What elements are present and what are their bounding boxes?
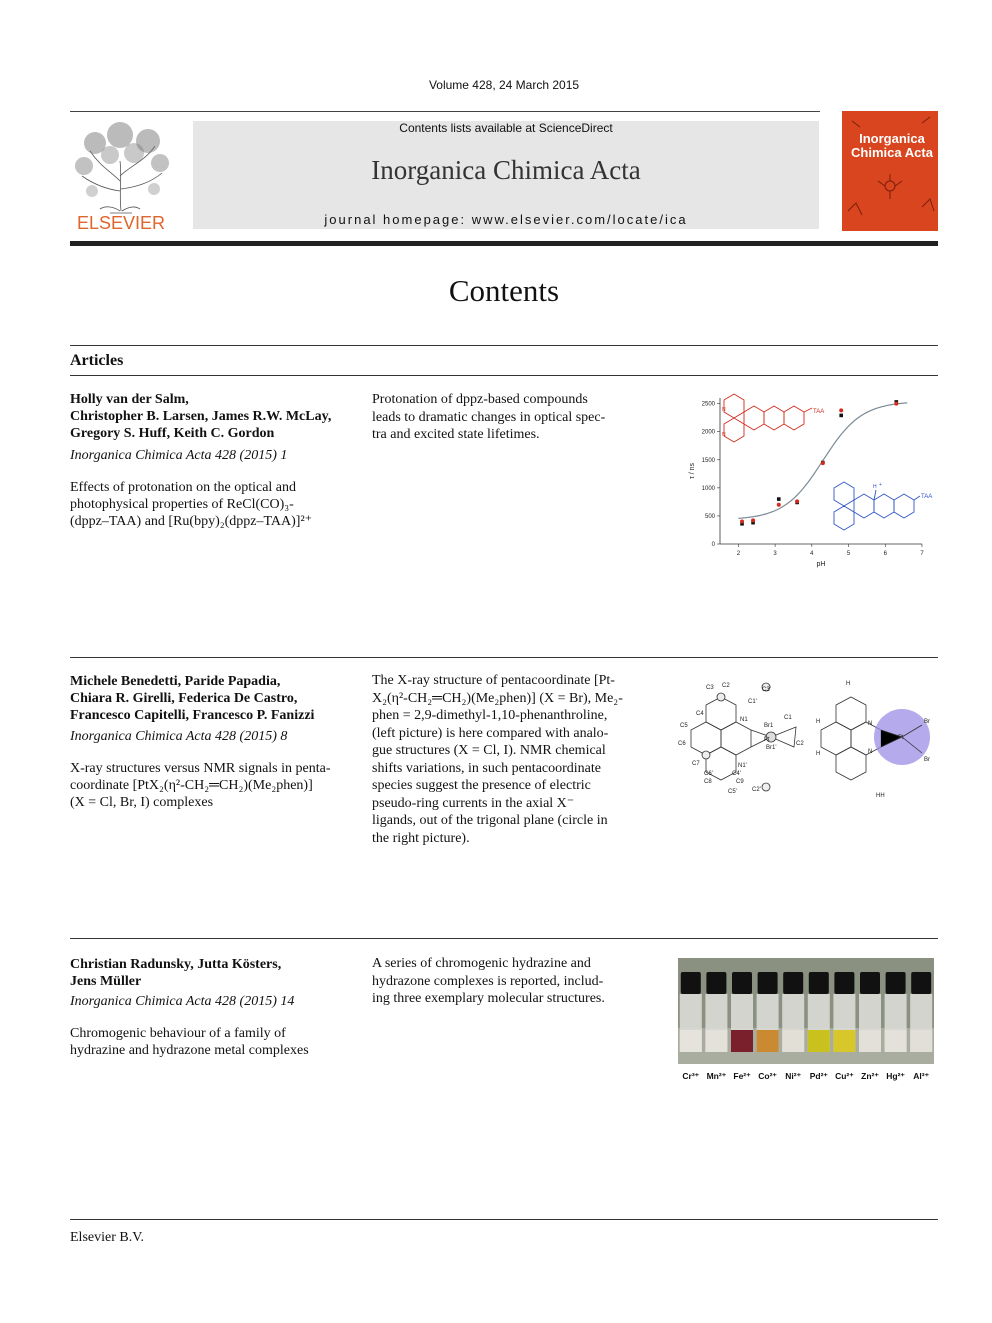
vial-cap xyxy=(706,972,726,994)
vial-liquid xyxy=(885,1030,907,1052)
article-2-citation[interactable]: Inorganica Chimica Acta 428 (2015) 8 xyxy=(70,729,288,744)
ion-label: Mn²⁺ xyxy=(706,1071,727,1081)
article-rule-3 xyxy=(70,938,938,939)
x-tick-label: 4 xyxy=(810,551,814,557)
article-3-title[interactable]: Chromogenic behaviour of a family of hydrazine and hydrazone metal complexes xyxy=(70,1026,309,1058)
vial-cap xyxy=(860,972,880,994)
structure-blue-plus: + xyxy=(879,482,882,488)
article-3-citation[interactable]: Inorganica Chimica Acta 428 (2015) 14 xyxy=(70,994,295,1009)
article-1-citation[interactable]: Inorganica Chimica Acta 428 (2015) 1 xyxy=(70,448,288,463)
ortep-label-left: C1 xyxy=(784,715,792,721)
vials-photo xyxy=(678,958,934,1086)
vial-liquid xyxy=(680,1030,702,1052)
vial-liquid xyxy=(833,1030,855,1052)
structure-blue-taa: TAA xyxy=(921,494,933,500)
x-tick-label: 6 xyxy=(883,551,887,557)
journal-title: Inorganica Chimica Acta xyxy=(371,155,641,185)
article-2-title[interactable]: X-ray structures versus NMR signals in penta- coordinate [PtX₂(η²-CH₂═CH₂)(Me₂phen)] (X = Cl, Br, I) complexes xyxy=(70,761,331,810)
vial-cap xyxy=(886,972,906,994)
ortep-label-left: C2' xyxy=(752,787,761,793)
article-1-authors: Holly van der Salm, Christopher B. Larsen, James R.W. McLay, Gregory S. Huff, Keith C. Gordon xyxy=(70,392,332,441)
data-point-red xyxy=(777,503,781,507)
vial xyxy=(808,972,830,1081)
contents-available[interactable]: Contents lists available at ScienceDirect xyxy=(399,121,613,135)
ortep-label-right: Pt xyxy=(898,735,904,741)
ion-label: Al³⁺ xyxy=(913,1071,930,1081)
elsevier-logo-text: ELSEVIER xyxy=(76,213,166,233)
data-point-black xyxy=(839,414,843,418)
y-tick-label: 2500 xyxy=(701,401,715,408)
ortep-label-left: N1' xyxy=(738,763,747,769)
vial xyxy=(731,972,753,1081)
vial xyxy=(885,972,907,1081)
ortep-label-left: C5' xyxy=(728,789,737,795)
ortep-label-left: Pt xyxy=(764,737,770,743)
y-tick-label: 0 xyxy=(711,542,715,548)
vial xyxy=(782,972,804,1081)
footer-rule xyxy=(70,1219,938,1220)
cover-title-1: Inorganica xyxy=(859,131,925,146)
ortep-label-left: C9 xyxy=(736,779,744,785)
vial-cap xyxy=(911,972,931,994)
ion-label: Cu²⁺ xyxy=(835,1071,854,1081)
data-point-red xyxy=(839,408,843,412)
vial-cap xyxy=(758,972,778,994)
ortep-label-right: HH xyxy=(876,793,885,799)
ion-label: Co²⁺ xyxy=(758,1071,777,1081)
data-point-red xyxy=(894,402,898,406)
ortep-label-left: N1 xyxy=(740,717,748,723)
article-3-authors: Christian Radunsky, Jutta Kösters, Jens Müller xyxy=(70,957,282,989)
data-point-red xyxy=(751,518,755,522)
vial-liquid xyxy=(859,1030,881,1052)
ortep-label-left: C1' xyxy=(748,699,757,705)
vial-cap xyxy=(809,972,829,994)
section-heading: Articles xyxy=(70,352,124,369)
vial-liquid xyxy=(757,1030,779,1052)
structure-red-taa: TAA xyxy=(813,409,825,415)
y-axis-label: τ / ns xyxy=(689,463,696,479)
ortep-label-left: C4 xyxy=(696,711,704,717)
article-2-authors: Michele Benedetti, Paride Papadia, Chiara R. Girelli, Federica De Castro, Francesco Capitelli, Francesco P. Fanizzi xyxy=(70,674,315,723)
article-1-title[interactable]: Effects of protonation on the optical and photophysical properties of ReCl(CO)₃- (dppz–TAA) and [Ru(bpy)₂(dppz–TAA)]²⁺ xyxy=(70,480,313,529)
structure-blue xyxy=(834,482,920,530)
elsevier-logo[interactable] xyxy=(70,121,172,233)
journal-homepage[interactable]: journal homepage: www.elsevier.com/locate/ica xyxy=(324,212,688,227)
vial-cap xyxy=(834,972,854,994)
vial-liquid xyxy=(910,1030,932,1052)
ortep-label-left: C6' xyxy=(704,771,713,777)
ion-label: Pd²⁺ xyxy=(809,1071,828,1081)
ortep-label-left: C2 xyxy=(796,741,804,747)
vial xyxy=(910,972,932,1081)
header-thick-rule xyxy=(70,241,938,246)
structure-blue-h: H xyxy=(873,484,877,490)
ortep-label-right: Br xyxy=(924,719,930,725)
page-title: Contents xyxy=(448,273,560,308)
ortep-label-right: N xyxy=(868,721,873,727)
journal-banner xyxy=(193,121,819,229)
y-tick-label: 500 xyxy=(704,513,715,520)
cover-title-2: Chimica Acta xyxy=(851,145,933,160)
ortep-label-right: H xyxy=(846,681,851,687)
ortep-right xyxy=(821,697,881,780)
article-rule-2 xyxy=(70,657,938,658)
ortep-label-right: N xyxy=(868,749,873,755)
x-tick-label: 5 xyxy=(846,551,851,557)
ortep-label-left: C4' xyxy=(732,771,741,777)
vial-cap xyxy=(681,972,701,994)
ortep-label-left: C8 xyxy=(704,779,712,785)
x-tick-label: 3 xyxy=(773,551,777,557)
ortep-label-left: C3' xyxy=(762,687,771,693)
data-point-black xyxy=(777,497,781,501)
vial-liquid xyxy=(731,1030,753,1052)
vial xyxy=(680,972,702,1081)
ortep-label-left: C7 xyxy=(692,761,700,767)
vial-liquid xyxy=(705,1030,727,1052)
vial-cap xyxy=(732,972,752,994)
y-tick-label: 2000 xyxy=(701,429,715,436)
data-point-red xyxy=(795,499,799,503)
ortep-label-left: C6 xyxy=(678,741,686,747)
ion-label: Zn²⁺ xyxy=(861,1071,879,1081)
structure-red xyxy=(724,394,812,442)
y-tick-label: 1000 xyxy=(701,485,715,492)
structure-red-n1: N xyxy=(722,407,726,413)
ion-label: Ni²⁺ xyxy=(785,1071,802,1081)
x-axis-label: pH xyxy=(816,561,826,568)
vial xyxy=(833,972,855,1081)
lifetime-vs-ph-chart xyxy=(684,392,934,577)
volume-line: Volume 428, 24 March 2015 xyxy=(428,78,580,92)
ortep-label-left: C3 xyxy=(706,685,714,691)
xray-structure-figure xyxy=(676,675,938,800)
vial-cap xyxy=(783,972,803,994)
article-3-abstract: A series of chromogenic hydrazine and hydrazone complexes is reported, includ- ing three exemplary molecular structures. xyxy=(372,956,605,1006)
data-point-red xyxy=(821,461,825,465)
header-top-rule xyxy=(70,111,820,112)
vial-liquid xyxy=(808,1030,830,1052)
ortep-label-right: Br xyxy=(924,757,930,763)
vial xyxy=(859,972,881,1081)
ion-label: Cr³⁺ xyxy=(682,1071,700,1081)
ortep-label-right: H xyxy=(816,719,821,725)
ion-label: Fe²⁺ xyxy=(733,1071,751,1081)
x-tick-label: 7 xyxy=(920,551,924,557)
section-rule-top xyxy=(70,345,938,346)
ortep-label-left: Br1 xyxy=(764,723,774,729)
section-rule-bottom xyxy=(70,375,938,376)
footer-publisher: Elsevier B.V. xyxy=(70,1230,145,1245)
ortep-label-right: H xyxy=(816,751,821,757)
ortep-label-left: C2 xyxy=(722,683,730,689)
article-1-abstract: Protonation of dppz-based compounds leads to dramatic changes in optical spec- tra and excited state lifetimes. xyxy=(372,392,606,442)
ortep-label-left: C5 xyxy=(680,723,688,729)
vial-liquid xyxy=(782,1030,804,1052)
data-point-red xyxy=(740,520,744,524)
vial xyxy=(705,972,727,1081)
ion-label: Hg²⁺ xyxy=(886,1071,905,1081)
article-2-abstract: The X-ray structure of pentacoordinate [Pt- X₂(η²-CH₂═CH₂)(Me₂phen)] (X = Br), Me₂- phen = 2,9-dimethyl-1,10-phenanthroline, (left picture) is here compared with analo- gue structures (X = Cl, I). NMR chemical shifts variations, in such pentacoordinate species suggest the presence of electric pseudo-ring currents in the axial X⁻ ligands, out of the trigonal plane (circle in the right picture). xyxy=(372,673,623,846)
ortep-label-left: Br1' xyxy=(766,745,777,751)
journal-cover[interactable] xyxy=(842,111,938,231)
structure-red-n2: N xyxy=(722,432,726,438)
y-tick-label: 1500 xyxy=(701,457,715,464)
vial xyxy=(757,972,779,1081)
x-tick-label: 2 xyxy=(736,551,741,557)
